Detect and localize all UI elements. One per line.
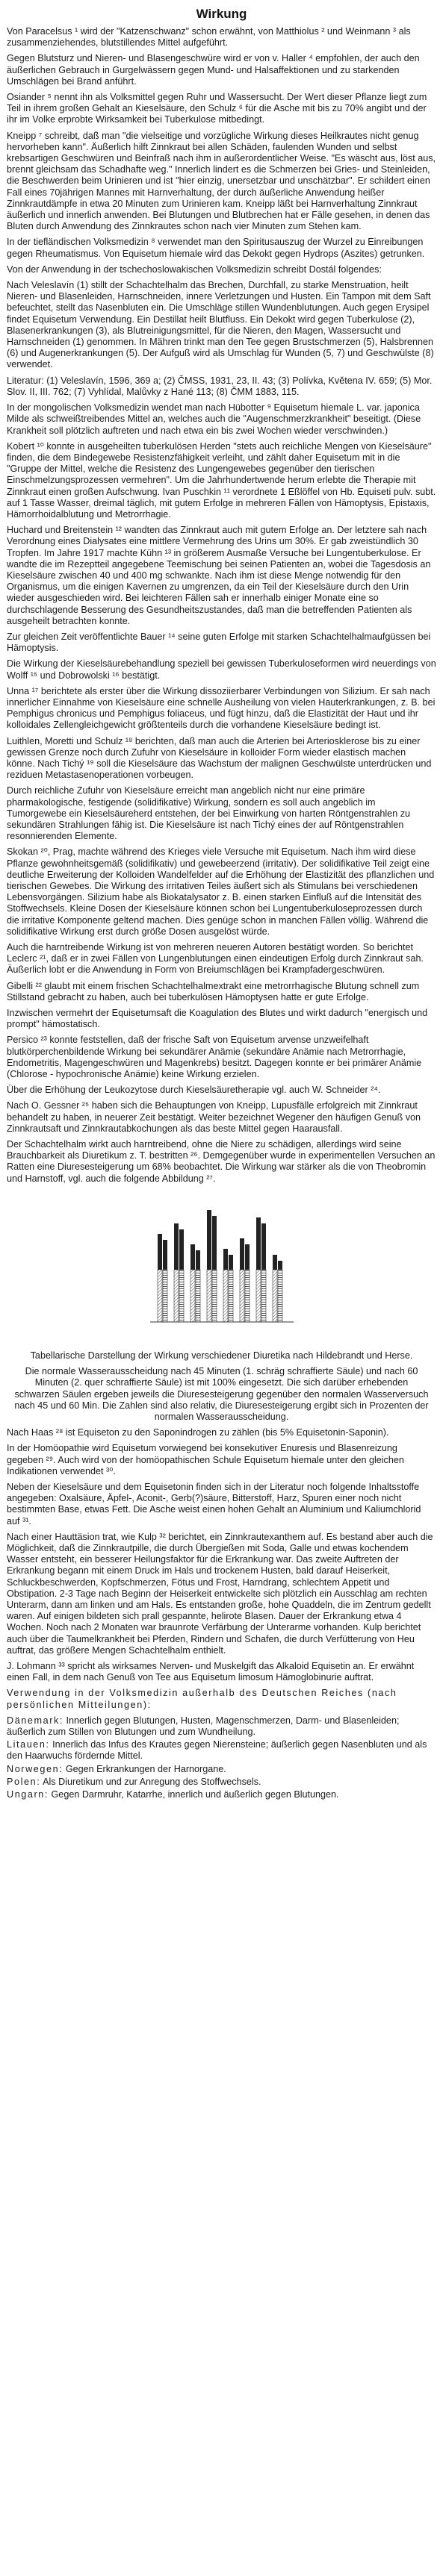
figure — [7, 1189, 436, 1346]
country-name: Litauen: — [7, 1739, 50, 1750]
figure-bar-increase — [245, 1244, 250, 1270]
paragraph: Skokan ²⁰, Prag, machte während des Krieges viele Versuche mit Equisetum. Nach ihm wird diese Pflanze gewohnheitsgemäß (solidifikativ) und gewebeerzend (irritativ). Der solidifikative Teil zeigt eine deutliche Erweiterung der Kolloiden Wandelfelder auf die Erhöhung der Elastizität des pflanzlichen und tierischen Gewebes. Die Wirkung des irritativen Teiles äußert sich als Stimulans bei verschiedenen Lebensvorgängen. Silizium habe als Biokatalysator z. B. einen starken Einfluß auf die Intensität des Stoffwechsels. Kleine Dosen der Kieselsäure können schon bei Lungentuberkuloseprozessen durch die irritative Komponente geltend machen. Dies genüge schon in manchen Fällen völlig. Während die solidifikative Wirkung erst durch größe Dosen ausgelöst würde. — [7, 846, 435, 937]
figure-bar-base — [207, 1270, 211, 1322]
figure-bar-increase — [179, 1229, 184, 1270]
figure-bar-base — [256, 1270, 261, 1322]
paragraph: Neben der Kieselsäure und dem Equisetonin finden sich in der Literatur noch folgende Inhaltsstoffe angegeben: Oxalsäure, Äpfel-, Aconit-, Gerb(?)säure, Bitterstoff, Harz, Spuren einer noch nicht bestimmten Base, etwas Fett. Die Asche weist einen hohen Gehalt an Aluminium und Kaliumchlorid auf ³¹. — [7, 1481, 421, 1526]
figure-bar-base — [261, 1270, 266, 1322]
figure-bar-base — [278, 1270, 282, 1322]
figure-bar-increase — [163, 1240, 167, 1270]
paragraph: Von Paracelsus ¹ wird der "Katzenschwanz" schon erwähnt, von Matthiolus ² und Weinmann ³ als zusammenziehendes, blutstillendes Mittel aufgeführt. — [7, 26, 411, 49]
figure-bar-increase — [240, 1238, 244, 1270]
figure-bar-base — [273, 1270, 277, 1322]
country-name: Ungarn: — [7, 1789, 49, 1800]
country-text: Innerlich das Infus des Krautes gegen Nierensteine; äußerlich gegen Nasenbluten und als den Haarwuchs fördernde Mittel. — [7, 1739, 427, 1762]
paragraph: Gibelli ²² glaubt mit einem frischen Schachtelhalmextrakt eine metrorrhagische Blutung schnell zum Stillstand gebracht zu haben, auch bei tuberkulösen Hämoptysen hatte er gute Erfolge. — [7, 980, 420, 1002]
paragraph: Huchard und Breitenstein ¹² wandten das Zinnkraut auch mit gutem Erfolge an. Der letztere sah nach Verordnung eines Dialysates eine mittlere Vermehrung des Urins um 30%. Er gab zweistündlich 30 Tropfen. Im Jahre 1917 machte Kühn ¹³ in größerem Ausmaße Versuche bei Lungentuberkulose. Er wandte die im Rezeptteil angegebene Teemischung bei seinen Patienten an, wobei die Tagesdosis an Kieselsäure zwischen 40 und 400 mg schwankte. Nach ihm ist diese Menge notwendig für den Organismus, um die einigen Kavernen zu umgrenzen, da ein Teil der Kieselsäure durch den Urin wieder ausgeschieden wird. Bei leichteren Fällen sah er innerhalb einiger Monate eine so durchschlagende Besserung des Gesundheitszustandes, daß man die betreffenden Patienten als ausgeheilt betrachten konnte. — [7, 525, 431, 626]
country-name: Norwegen: — [7, 1763, 63, 1774]
country-text: Gegen Erkrankungen der Harnorgane. — [65, 1763, 226, 1774]
figure-bar-increase — [174, 1223, 179, 1270]
paragraph: Kneipp ⁷ schreibt, daß man "die vielseitige und vorzügliche Wirkung dieses Heilkrautes nicht genug hervorheben kann". Äußerlich hilft Zinnkraut bei allen Schäden, faulenden Wunden und selbst krebsartigen Geschwüren und Beinfraß nach ihm in außerordentlicher Weise. "Es wäscht aus, löst aus, brennt gleichsam das Schadhafte weg." Innerlich lindert es die Schmerzen bei Gries- und Steinleiden, die Beschwerden beim Urinieren und ist "hier einzig, unersetzbar und unschätzbar". Er schildert einen Fall eines 70jährigen Mannes mit Harnverhaltung, der durch äußerliche Anwendung heißer Zinnkrautdämpfe in etwa 20 Minuten zum Urinieren kam. Kneipp läßt bei Harnverhaltung Zinnkraut äußerlich und innerlich anwenden. Bei Blutungen und Blutbrechen hat er Fälle gesehen, in denen das Bluten durch Anwendung des Zinnkrautes schon nach vier Minuten zum Stehen kam. — [7, 130, 436, 232]
paragraph: J. Lohmann ³³ spricht als wirksames Nerven- und Muskelgift das Alkaloid Equisetin an. Er erwähnt einen Fall, in dem nach Genuß von Tee aus Equisetum limosum Hämoglobinurie auftrat. — [7, 1660, 415, 1683]
paragraph: Nach Veleslavín (1) stillt der Schachtelhalm das Brechen, Durchfall, zu starke Menstruation, heilt Nieren- und Blasenleiden, Harnschneiden, innere Verletzungen und Husten. Ein Tampon mit dem Saft befeuchtet, stellt das Nasenbluten ein. Die Umschläge stillen Wundenblutungen. Auch gegen Erysipel findet Equisetum Verwendung. Ein Destillat heilt Blutfluss. Ein Dekokt wird gegen Tuberkulose (2), Blasenerkrankungen (3), als Blutreinigungsmittel, für die Nieren, den Magen, Wassersucht und Harnschneiden (1) genommen. In Mähren trinkt man den Tee gegen Brustschmerzen (5), Halsbrennen (6) und Augenerkrankungen (5). Der Aufguß wird als Umschlag für Wunden (5, 7) und Geschwülste (8) verwendet. — [7, 280, 434, 370]
paragraph: Der Schachtelhalm wirkt auch harntreibend, ohne die Niere zu schädigen, allerdings wird seine Brauchbarkeit als Diuretikum z. T. bestritten ²⁶. Demgegenüber wurde in experimentellen Versuchen an Ratten eine Diuresesteigerung um 68% beobachtet. Die Wirkung war stärker als die von Theobromin und Harnstoff, vgl. auch die folgende Abbildung ²⁷. — [7, 1139, 436, 1184]
figure-bar-increase — [261, 1223, 266, 1270]
figure-bar-base — [174, 1270, 179, 1322]
figure-bar-base — [223, 1270, 228, 1322]
paragraph: Osiander ⁵ nennt ihn als Volksmittel gegen Ruhr und Wassersucht. Der Wert dieser Pflanze liegt zum Teil in ihrem großen Gehalt an Kieselsäure, den Schulz ⁶ für die Asche mit bis zu 70% angibt und der ihr im Volke erprobte Wirksamkeit bei Tuberkulose mitbedingt. — [7, 92, 427, 125]
country-entry — [7, 1715, 436, 1738]
paragraph: Über die Erhöhung der Leukozytose durch Kieselsäuretherapie vgl. auch W. Schneider ²⁴. — [7, 1085, 381, 1096]
figure-bar-increase — [229, 1255, 233, 1270]
country-entry — [7, 1789, 436, 1800]
figure-bar-base — [158, 1270, 162, 1322]
country-text: Gegen Darmruhr, Katarrhe, innerlich und äußerlich gegen Blutungen. — [51, 1789, 339, 1800]
paragraph: Gegen Blutsturz und Nieren- und Blasengeschwüre wird er von v. Haller ⁴ empfohlen, der auch den äußerlichen Gebrauch in Gurgelwässern gegen Mund- und Halsaffektionen und zu starkenden Umschlägen bei Brand anführt. — [7, 53, 420, 87]
figure-bar-increase — [278, 1261, 282, 1270]
paragraph: Literatur: (1) Veleslavín, 1596, 369 a; (2) ČMSS, 1931, 23, II. 43; (3) Polívka, Květena IV. 659; (5) Mor. Slov. II, III. 762; (7) Vyhlídal, Malůvky z Hané 113; (8) ČMM 1883, 115. — [7, 375, 433, 397]
figure-bar-base — [179, 1270, 184, 1322]
body-text — [7, 26, 436, 1185]
country-entry — [7, 1764, 436, 1775]
paragraph: Nach Haas ²⁸ ist Equiseton zu den Saponindrogen zu zählen (bis 5% Equisetonin-Saponin). — [7, 1427, 389, 1438]
page-title: Wirkung — [196, 7, 247, 21]
figure-bar-base — [196, 1270, 200, 1322]
figure-caption: Tabellarische Darstellung der Wirkung verschiedener Diuretika nach Hildebrandt und Herse. — [30, 1350, 413, 1361]
country-text: Innerlich gegen Blutungen, Husten, Magenschmerzen, Darm- und Blasenleiden; äußerlich zum Stillen von Blutungen und zum Wundheilung. — [7, 1715, 400, 1737]
figure-bar-increase — [190, 1244, 195, 1270]
paragraph: Zur gleichen Zeit veröffentlichte Bauer ¹⁴ seine guten Erfolge mit starken Schachtelhalmaufgüssen bei Hämoptysis. — [7, 631, 431, 654]
paragraph: Unna ¹⁷ berichtete als erster über die Wirkung dissoziierbarer Verbindungen von Silizium. Er sah nach innerlicher Einnahme von Kieselsäure eine schnelle Ausheilung von vielen Hauterkrankungen, z. B. bei Pemphigus chronicus und Pemphigus foliaceus, und fügt hinzu, daß die Elastizität der Haut und ihr kolloidales Zellengleichgewicht größtenteils durch die vorhandene Kieselsäure bedingt ist. — [7, 685, 436, 731]
paragraph: In der tiefländischen Volksmedizin ⁸ verwendet man den Spiritusauszug der Wurzel zu Einreibungen gegen Rheumatismus. Von Equisetum hiemale wird das Dekokt gegen Hydrops (Aszites) getrunken. — [7, 237, 425, 259]
figure-bar-increase — [256, 1217, 261, 1270]
figure-bar-increase — [158, 1234, 162, 1270]
paragraph: Luithlen, Moretti und Schulz ¹⁸ berichten, daß man auch die Arterien bei Arteriosklerose bis zu einer gewissen Grenze noch durch Zufuhr von Kieselsäure in kolloider Form wieder elastisch machen könne. Nach Tichý ¹⁹ soll die Kieselsäure das Wachstum der malignen Geschwülste unterdrücken und reziduen Metastasenoperationen vorbeugen. — [7, 735, 432, 781]
figure-bar-base — [190, 1270, 195, 1322]
figure-bar-increase — [273, 1255, 277, 1270]
figure-bar-increase — [223, 1249, 228, 1270]
figure-bar-base — [163, 1270, 167, 1322]
paragraph: Persico ²³ konnte feststellen, daß der frische Saft von Equisetum arvense unzweifelhaft blutkörperchenbildende Wirkung bei sekundärer Anämie (sekundäre Anämie nach Metrorrhagie, Endometritis, Magengeschwüren und Magenkrebs) besitzt. Dagegen konnte er bei primärer Anämie (Chlorose - hypochronische Anämie) keine Wirkung erzielen. — [7, 1035, 422, 1080]
country-entry — [7, 1777, 436, 1788]
paragraph: Durch reichliche Zufuhr von Kieselsäure erreicht man angeblich nicht nur eine primäre pharmakologische, festigende (solidifikative) Wirkung, sondern es soll auch angeblich im Tumorgewebe ein Kieselsäureherd entstehen, der bei Einwirkung von harten Röntgenstrahlen zu sekundären Strahlungen fähig ist. Die Kieselsäure ist nach Tichý eines der auf Röntgenstrahlen resonnierenden Elemente. — [7, 785, 410, 842]
paragraph: Inzwischen vermehrt der Equisetumsaft die Koagulation des Blutes und wirkt dadurch "energisch und prompt" hämostatisch. — [7, 1008, 428, 1030]
country-entry — [7, 1739, 436, 1762]
country-text: Als Diuretikum und zur Anregung des Stoffwechsels. — [43, 1776, 261, 1787]
country-name: Polen: — [7, 1776, 41, 1787]
paragraph: Auch die harntreibende Wirkung ist von mehreren neueren Autoren bestätigt worden. So berichtet Leclerc ²¹, daß er in zwei Fällen von Lungenblutungen einen eindeutigen Erfolg durch Zinnkraut sah. Äußerlich lobt er die Anwendung in Form von Breiumschlägen bei Krampfadergeschwüren. — [7, 942, 424, 976]
paragraph: Nach einer Hauttäsion trat, wie Kulp ³² berichtet, ein Zinnkrautexanthem auf. Es bestand aber auch die Möglichkeit, daß die Zinnkrautpille, die durch Übergießen mit Soda, Galle und etwas kochendem Wasser entsteht, ein besserer Heilungsfaktor für die Erkrankung war. Das zweite Auftreten der Erkrankung begann mit einem Druck im Hals und trockenem Husten, bald darauf Heiserkeit, Schluckbeschwerden, Kopfschmerzen, Fötus und Frost, Harndrang, schlechtem Appetit und Obstipation. 2-3 Tage nach Beginn der Heiserkeit entwickelte sich plötzlich ein Ausschlag am rechten Unterarm, dann am linken und am Hals. Es entstanden große, hohe Quaddeln, die im Zentrum gedellt waren. Auf einigen bildeten sich prall gespannte, helirote Blasen. Dauer der Erkrankung etwa 4 Wochen. Noch nach 2 Monaten war braunrote Verfärbung der Unterarme vorhanden. Kulp berichtet auch über die Taumelkrankheit bei Pferden, Rindern und Schafen, die durch Verfütterung von Heu auftrat, das größere Mengen Schachtelhalm enthielt. — [7, 1531, 433, 1656]
paragraph: In der mongolischen Volksmedizin wendet man nach Hübotter ⁹ Equisetum hiemale L. var. japonica Milde als schweißtreibendes Mittel an, welches auch die "Augenschmerzkrankheit" beseitigt. (Diese Krankheit soll plötzlich auftreten und nach etwa ein bis zwei Wochen wieder verschwinden.) — [7, 402, 421, 436]
paragraph: Von der Anwendung in der tschechoslowakischen Volksmedizin schreibt Dostál folgendes: — [7, 263, 382, 275]
figure-bar-base — [245, 1270, 250, 1322]
paragraph: In der Homöopathie wird Equisetum vorwiegend bei konsekutiver Enuresis und Blasenreizung gegeben ²⁹. Auch wird von der homöopathischen Schule Equisetum hiemale unter den gleichen Indikationen verwendet ³⁰. — [7, 1443, 404, 1476]
figure-bar-increase — [207, 1210, 211, 1270]
figure-note: Die normale Wasserausscheidung nach 45 Minuten (1. schräg schraffierte Säule) und nach 60 Minuten (2. quer schraffierte Säule) ist mit 100% eingesetzt. Die sich darüber erhebenden schwarzen Säulen ergeben jeweils die Diuresesteigerung gegenüber den normalen Wasserversuch nach 45 und 60 Min. Die Zahlen sind also relativ, die Diuresesteigerung ergibt sich in Prozenten der normalen Wasserausscheidung. — [14, 1366, 429, 1422]
figure-bar-increase — [196, 1250, 200, 1270]
usage-heading: Verwendung in der Volksmedizin außerhalb des Deutschen Reiches (nach persönlichen Mitteilungen): — [7, 1688, 397, 1710]
figure-bar-increase — [212, 1216, 217, 1270]
body-text-after — [7, 1427, 436, 1683]
diuretics-bar-figure — [147, 1189, 297, 1346]
country-list — [7, 1715, 436, 1800]
figure-bar-base — [212, 1270, 217, 1322]
paragraph: Nach O. Gessner ²⁵ haben sich die Behauptungen von Kneipp, Lupusfälle erfolgreich mit Zinnkraut behandelt zu haben, in neuerer Zeit bestätigt. Weiter bezeichnet Wegener den häufigen Genuß von Zinnkrautsaft und Zinnkrautabkochungen als das beste Mittel gegen Haarausfall. — [7, 1100, 421, 1134]
figure-bar-base — [229, 1270, 233, 1322]
figure-bar-base — [240, 1270, 244, 1322]
country-name: Dänemark: — [7, 1715, 63, 1726]
paragraph: Kobert ¹⁰ konnte in ausgeheilten tuberkulösen Herden "stets auch reichliche Mengen von Kieselsäure" finden, die dem Bindegewebe Resistenzfähigkeit verleiht, und zählt daher Equisetum mit in die "Gruppe der Mittel, welche die Resistenz des Lungengewebes gegenüber den tierischen Einschmelzungsprozessen vermehren". Um die Jahrhundertwende herum erlebte die Therapie mit Zinnkraut einen großen Aufschwung. Ivan Puschkin ¹¹ verordnete 1 Eßlöffel von Hb. Equiseti pulv. subt. auf 1 Tasse Wasser, dreimal täglich, mit gutem Erfolge in mehreren Fällen von Hämoptysis, Epistaxis, Hämorrhoidalblutung und Metrorrhagie. — [7, 440, 436, 520]
paragraph: Die Wirkung der Kieselsäurebehandlung speziell bei gewissen Tuberkuloseformen wird neuerdings von Wolff ¹⁵ und Dobrowolski ¹⁶ bestätigt. — [7, 658, 436, 681]
